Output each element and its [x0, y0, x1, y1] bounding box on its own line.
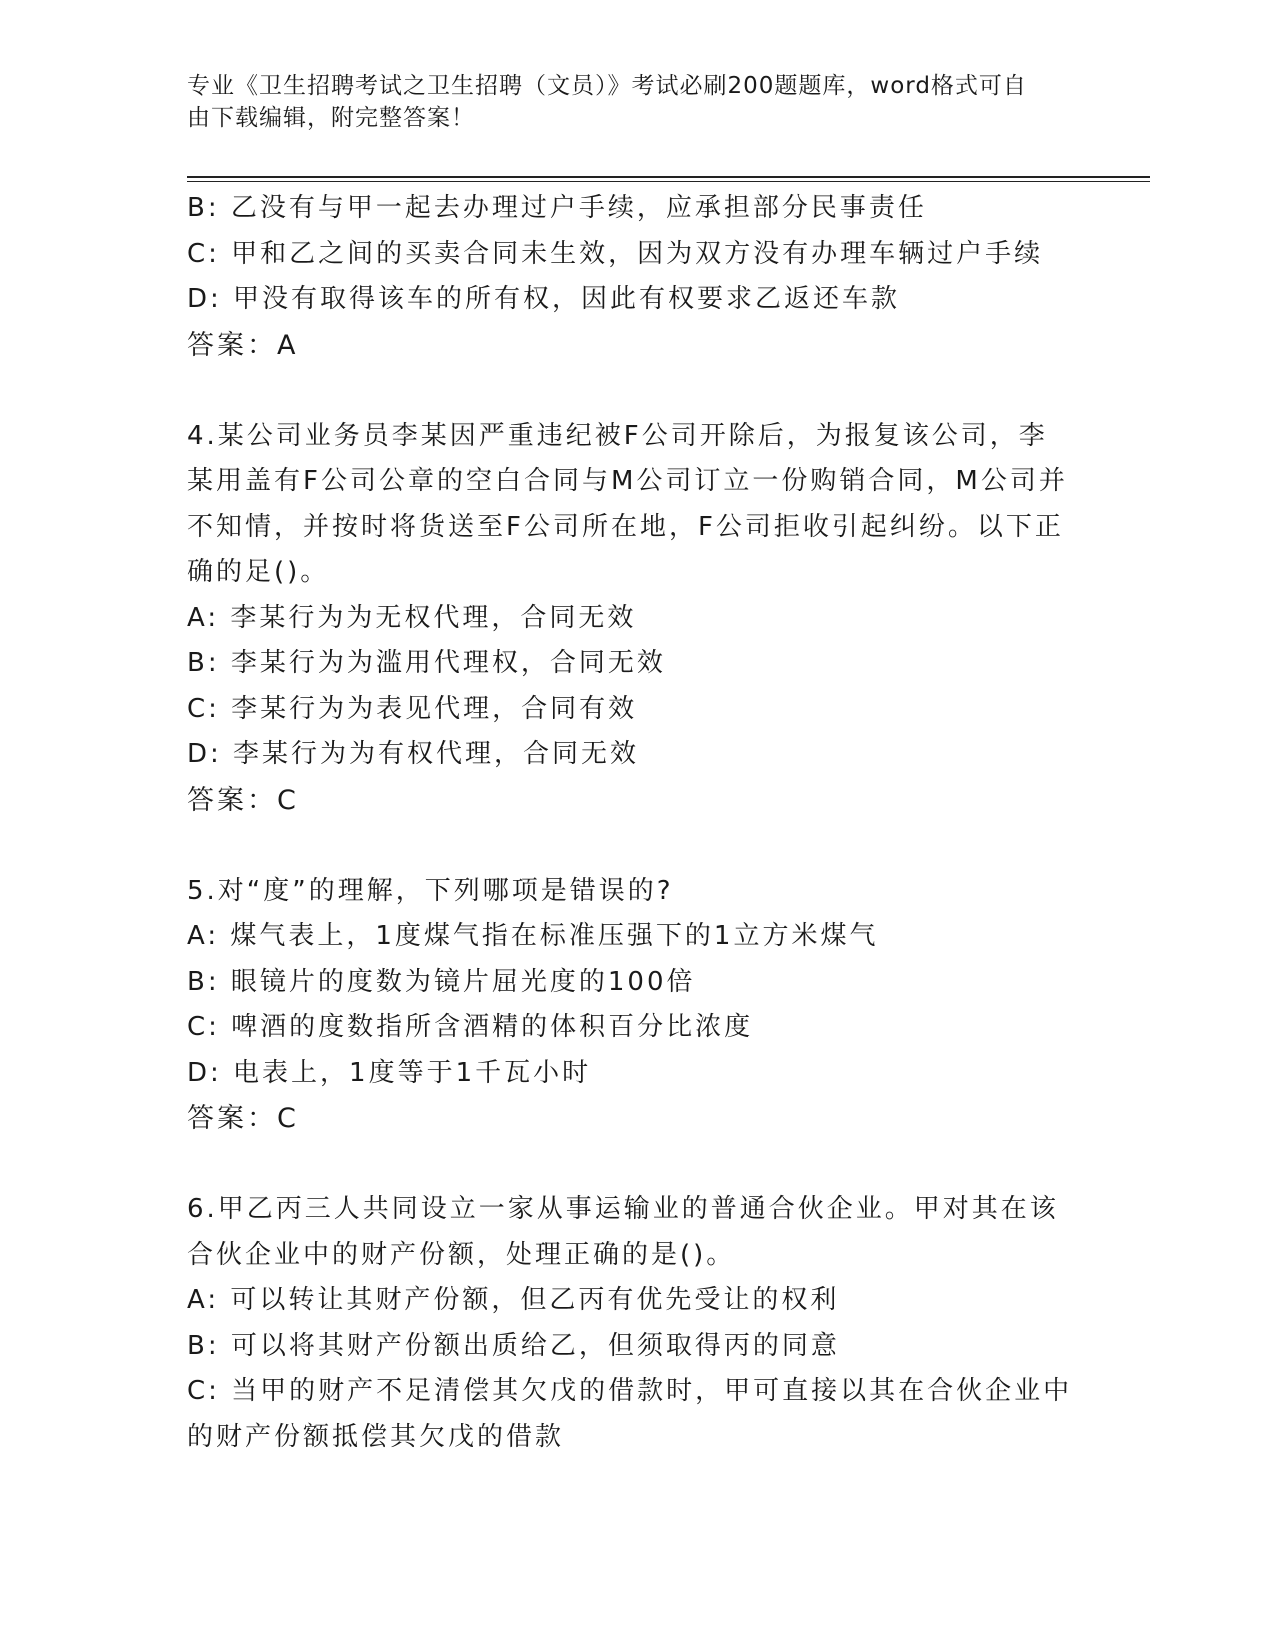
spacer [187, 1142, 1077, 1188]
question-6 [187, 1187, 1077, 1460]
option-c: C: 当甲的财产不足清偿其欠戊的借款时，甲可直接以其在合伙企业中 [187, 1376, 1073, 1406]
question-stem-line: 某用盖有F公司公章的空白合同与M公司订立一份购销合同，M公司并 [187, 466, 1068, 496]
question-stem-line: 不知情，并按时将货送至F公司所在地，F公司拒收引起纠纷。以下正 [187, 511, 1064, 542]
divider-thick [187, 176, 1150, 178]
question-stem-line: 确的足()。 [187, 557, 330, 587]
document-header [187, 70, 1067, 134]
header-line-1: 专业《卫生招聘考试之卫生招聘（文员）》考试必刷200题题库，word格式可自 [187, 73, 1027, 99]
option-b: B: 李某行为为滥用代理权，合同无效 [187, 648, 666, 678]
option-c-continued: 的财产份额抵偿其欠戊的借款 [187, 1421, 565, 1452]
question-list [187, 186, 1077, 1460]
header-line-2: 由下载编辑，附完整答案！ [187, 105, 475, 131]
spacer [187, 823, 1077, 869]
question-3-tail [187, 186, 1077, 368]
answer: 答案：C [187, 784, 299, 816]
question-stem-line: 6.甲乙丙三人共同设立一家从事运输业的普通合伙企业。甲对其在该 [187, 1194, 1059, 1224]
option-c: C: 啤酒的度数指所含酒精的体积百分比浓度 [187, 1012, 754, 1042]
option-d: D: 电表上，1度等于1千瓦小时 [187, 1057, 592, 1088]
question-stem-line: 5.对“度”的理解，下列哪项是错误的? [187, 875, 674, 906]
option-c: C: 甲和乙之间的买卖合同未生效，因为双方没有办理车辆过户手续 [187, 238, 1044, 269]
divider-thin [187, 181, 1150, 182]
option-b: B: 乙没有与甲一起去办理过户手续，应承担部分民事责任 [187, 193, 927, 223]
option-b: B: 眼镜片的度数为镜片屈光度的100倍 [187, 966, 696, 997]
header-divider [187, 176, 1150, 182]
answer: 答案：A [187, 329, 299, 361]
answer: 答案：C [187, 1103, 299, 1134]
question-stem-line: 4.某公司业务员李某因严重违纪被F公司开除后，为报复该公司，李 [187, 420, 1048, 451]
option-c: C: 李某行为为表见代理，合同有效 [187, 693, 638, 724]
option-a: A: 可以转让其财产份额，但乙丙有优先受让的权利 [187, 1285, 840, 1315]
option-d: D: 甲没有取得该车的所有权，因此有权要求乙返还车款 [187, 284, 901, 314]
question-stem-line: 合伙企业中的财产份额，处理正确的是()。 [187, 1239, 736, 1270]
option-d: D: 李某行为为有权代理，合同无效 [187, 739, 640, 769]
question-5 [187, 869, 1077, 1142]
option-a: A: 李某行为为无权代理，合同无效 [187, 602, 637, 633]
option-b: B: 可以将其财产份额出质给乙，但须取得丙的同意 [187, 1330, 840, 1361]
question-4 [187, 414, 1077, 824]
option-a: A: 煤气表上，1度煤气指在标准压强下的1立方米煤气 [187, 921, 879, 951]
spacer [187, 368, 1077, 414]
